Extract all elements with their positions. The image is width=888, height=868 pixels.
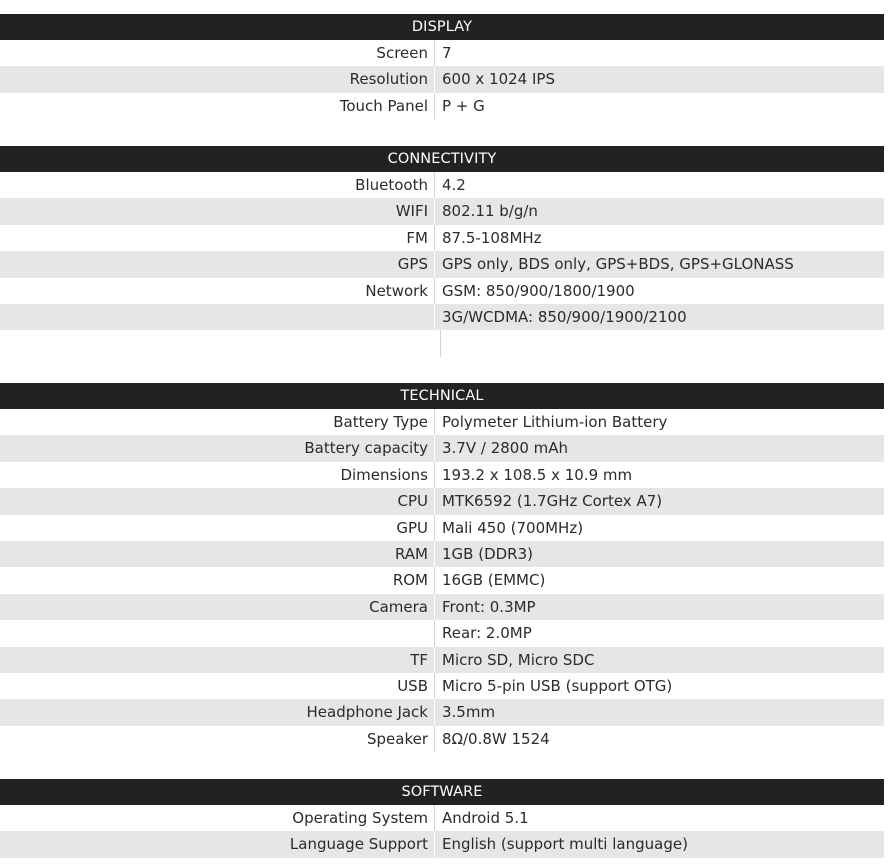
spec-value: 802.11 b/g/n	[442, 202, 538, 221]
spec-row-headphone-jack	[0, 699, 884, 725]
spec-row-camera-rear	[0, 620, 884, 646]
spec-value: 87.5-108MHz	[442, 228, 542, 247]
spec-label: WIFI	[395, 202, 428, 221]
spec-value: P + G	[442, 96, 485, 115]
spec-label: RAM	[394, 544, 428, 563]
spec-value: 193.2 x 108.5 x 10.9 mm	[442, 465, 633, 484]
spec-row-gpu	[0, 515, 884, 541]
spec-value: Rear: 2.0MP	[442, 624, 532, 643]
spec-value: Android 5.1	[442, 809, 529, 827]
spec-label: Network	[365, 281, 428, 300]
spec-row-camera	[0, 594, 884, 620]
spec-value: 4.2	[442, 176, 466, 194]
software-header: SOFTWARE	[0, 779, 884, 805]
spec-row-resolution	[0, 66, 884, 92]
spec-label: GPU	[396, 518, 428, 537]
spec-row-ram	[0, 541, 884, 567]
spec-label: Language Support	[289, 835, 428, 854]
column-divider	[440, 330, 441, 356]
spec-row-dimensions	[0, 462, 884, 488]
spec-row-battery-type	[0, 409, 884, 435]
spec-label: Battery capacity	[304, 439, 428, 458]
empty-label	[0, 330, 440, 356]
spec-label: Camera	[369, 597, 428, 616]
spec-value: 600 x 1024 IPS	[442, 70, 555, 89]
display-section	[0, 14, 884, 119]
spec-label	[0, 620, 434, 646]
spec-label: Touch Panel	[339, 96, 428, 115]
technical-section	[0, 383, 884, 752]
spec-label: GPS	[397, 255, 428, 274]
spec-value: Mali 450 (700MHz)	[442, 518, 584, 537]
spec-label: ROM	[392, 571, 428, 590]
spec-value: Polymeter Lithium-ion Battery	[442, 413, 668, 431]
spec-value: Front: 0.3MP	[442, 597, 536, 616]
spec-value: 3G/WCDMA: 850/900/1900/2100	[442, 307, 687, 326]
spec-value: 16GB (EMMC)	[442, 571, 546, 590]
spec-label: Screen	[376, 44, 428, 62]
spec-value: English (support multi language)	[442, 835, 688, 854]
spec-value: MTK6592 (1.7GHz Cortex A7)	[442, 492, 663, 511]
connectivity-section	[0, 146, 884, 357]
spec-label: Dimensions	[340, 465, 428, 484]
spec-label: Speaker	[366, 729, 428, 748]
spec-label: Battery Type	[333, 413, 428, 431]
spec-row-bluetooth	[0, 172, 884, 198]
spec-value: 3.5mm	[442, 703, 496, 722]
spec-label: Resolution	[349, 70, 428, 89]
spec-row-gps	[0, 251, 884, 277]
spec-row-rom	[0, 567, 884, 593]
spec-label: USB	[397, 676, 428, 695]
spec-value: 7	[442, 44, 452, 62]
spec-row-cpu	[0, 488, 884, 514]
connectivity-header: CONNECTIVITY	[0, 146, 884, 172]
spec-row-screen	[0, 40, 884, 66]
spec-label: Bluetooth	[355, 176, 428, 194]
empty-row	[0, 330, 884, 356]
spec-row-operating-system	[0, 805, 884, 831]
technical-header: TECHNICAL	[0, 383, 884, 409]
spec-row-network-3g	[0, 304, 884, 330]
software-section	[0, 779, 884, 858]
spec-label: CPU	[397, 492, 428, 511]
spec-label: FM	[406, 228, 428, 247]
spec-value: 8Ω/0.8W 1524	[442, 729, 550, 748]
spec-label: Operating System	[292, 809, 428, 827]
spec-label: TF	[410, 650, 428, 669]
spec-row-language-support	[0, 831, 884, 857]
spec-row-battery-capacity	[0, 435, 884, 461]
spec-value: Micro 5-pin USB (support OTG)	[442, 676, 673, 695]
spec-row-touch-panel	[0, 93, 884, 119]
display-header: DISPLAY	[0, 14, 884, 40]
spec-value: GPS only, BDS only, GPS+BDS, GPS+GLONASS	[442, 255, 794, 274]
spec-row-fm	[0, 225, 884, 251]
spec-value: 1GB (DDR3)	[442, 544, 533, 563]
spec-row-network	[0, 278, 884, 304]
spec-value: GSM: 850/900/1800/1900	[442, 281, 635, 300]
spec-row-usb	[0, 673, 884, 699]
spec-label	[0, 304, 434, 330]
spec-value: Micro SD, Micro SDC	[442, 650, 595, 669]
spec-label: Headphone Jack	[306, 703, 428, 722]
spec-row-wifi	[0, 198, 884, 224]
spec-value: 3.7V / 2800 mAh	[442, 439, 569, 458]
spec-row-speaker	[0, 726, 884, 752]
spec-row-tf	[0, 647, 884, 673]
